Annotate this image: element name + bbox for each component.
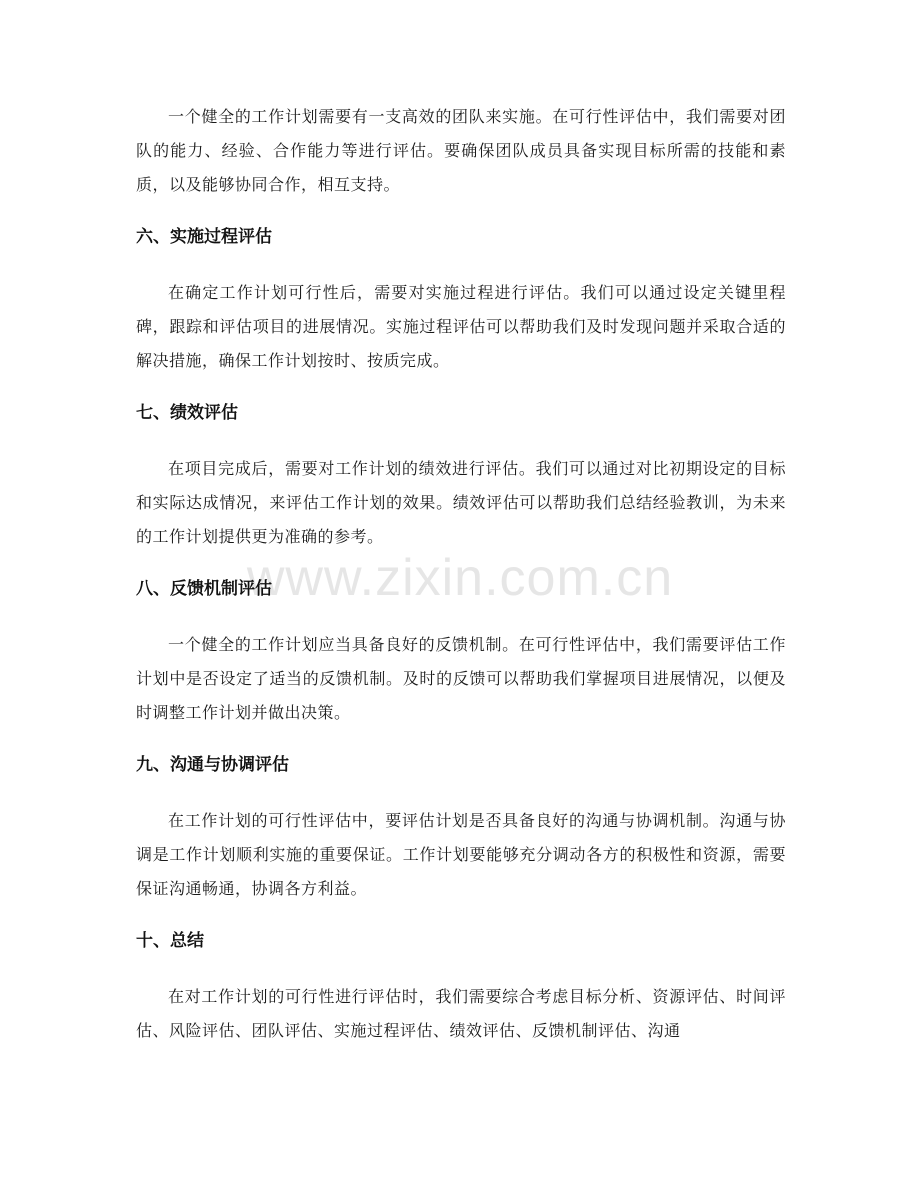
heading-summary: 十、总结 [136, 931, 204, 951]
document-body [136, 100, 786, 1048]
paragraph-communication-evaluation: 在工作计划的可行性评估中，要评估计划是否具备良好的沟通与协调机制。沟通与协调是工作计划顺利实施的重要保证。工作计划要能够充分调动各方的积极性和资源，需要保证沟通畅通，协调各方利益。 [136, 811, 786, 898]
paragraph-summary: 在对工作计划的可行性进行评估时，我们需要综合考虑目标分析、资源评估、时间评估、风险评估、团队评估、实施过程评估、绩效评估、反馈机制评估、沟通 [136, 987, 786, 1040]
paragraph-implementation-evaluation: 在确定工作计划可行性后，需要对实施过程进行评估。我们可以通过设定关键里程碑，跟踪和评估项目的进展情况。实施过程评估可以帮助我们及时发现问题并采取合适的解决措施，确保工作计划按时、按质完成。 [136, 283, 786, 370]
heading-communication-evaluation: 九、沟通与协调评估 [136, 755, 289, 775]
paragraph-performance-evaluation: 在项目完成后，需要对工作计划的绩效进行评估。我们可以通过对比初期设定的目标和实际达成情况，来评估工作计划的效果。绩效评估可以帮助我们总结经验教训，为未来的工作计划提供更为准确的参考。 [136, 459, 786, 546]
heading-performance-evaluation: 七、绩效评估 [136, 403, 238, 423]
watermark: www.zixin.com.cn [246, 549, 674, 607]
paragraph-team-evaluation: 一个健全的工作计划需要有一支高效的团队来实施。在可行性评估中，我们需要对团队的能力、经验、合作能力等进行评估。要确保团队成员具备实现目标所需的技能和素质，以及能够协同合作，相互支持。 [136, 107, 786, 194]
heading-feedback-evaluation: 八、反馈机制评估 [136, 579, 272, 599]
heading-implementation-evaluation: 六、实施过程评估 [136, 227, 272, 247]
paragraph-feedback-evaluation: 一个健全的工作计划应当具备良好的反馈机制。在可行性评估中，我们需要评估工作计划中是否设定了适当的反馈机制。及时的反馈可以帮助我们掌握项目进展情况，以便及时调整工作计划并做出决策。 [136, 635, 786, 722]
